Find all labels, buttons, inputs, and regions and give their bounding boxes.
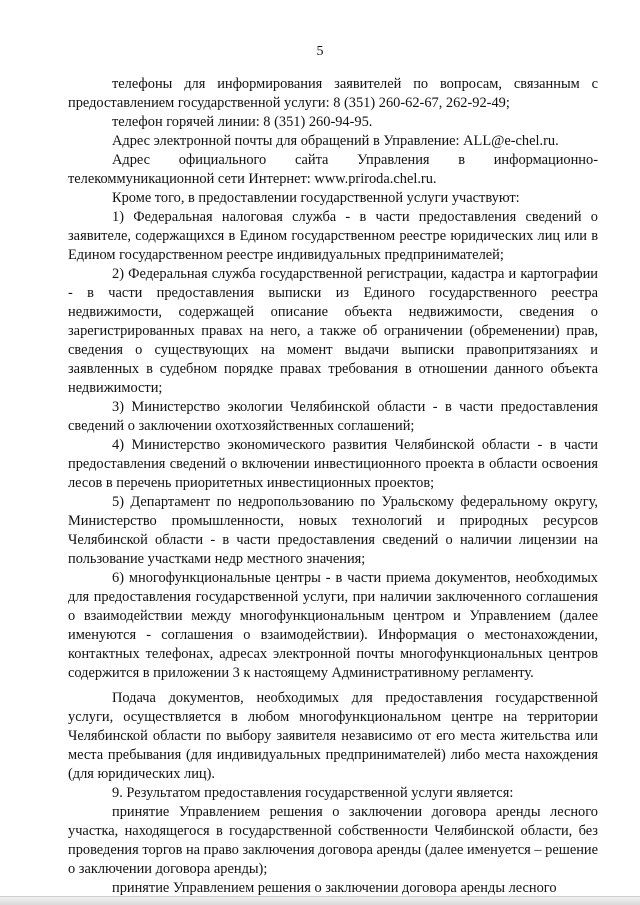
- paragraph-item-4: 4) Министерство экономического развития Челябинской области - в части предоставления сведений о включении инвестиционного проекта в области освоения лесов в перечень приоритетных инвестиционных проектов;: [68, 437, 598, 491]
- paragraph-section-9: 9. Результатом предоставления государственной услуги является:: [112, 785, 514, 801]
- paragraph-website: Адрес официального сайта Управления в информационно-телекоммуникационной сети Интернет: www.priroda.chel.ru.: [68, 152, 598, 187]
- paragraph-item-2: 2) Федеральная служба государственной регистрации, кадастра и картографии - в части предоставления выписки из Единого государственного реестра недвижимости, содержащей описание объекта недвижимости, сведения о зарегистрированных правах на него, а также об ограничении (обременении) прав, сведения о существующих на момент выдачи выписки правопритязаниях и заявленных в судебном порядке правах требования в отношении данного объекта недвижимости;: [68, 266, 598, 396]
- scan-bottom-edge: [0, 896, 640, 905]
- paragraph-result-1: принятие Управлением решения о заключении договора аренды лесного участка, находящегося в государственной собственности Челябинской области, без проведения торгов на право заключения договора аренды (далее именуется – решение о заключении договора аренды);: [68, 804, 598, 877]
- paragraph-result-2: принятие Управлением решения о заключении договора аренды лесного: [112, 880, 557, 896]
- paragraph-participants-intro: Кроме того, в предоставлении государственной услуги участвуют:: [112, 190, 520, 206]
- paragraph-item-5: 5) Департамент по недропользованию по Уральскому федеральному округу, Министерство промышленности, новых технологий и природных ресурсов Челябинской области - в части предоставления сведений о наличии лицензии на пользование участками недр местного значения;: [68, 494, 598, 567]
- document-body: [68, 75, 598, 898]
- paragraph-item-3: 3) Министерство экологии Челябинской области - в части предоставления сведений о заключении охотхозяйственных соглашений;: [68, 399, 598, 434]
- paragraph-info-phones: телефоны для информирования заявителей по вопросам, связанным с предоставлением государственной услуги: 8 (351) 260-62-67, 262-92-49;: [68, 76, 598, 111]
- paragraph-hotline: телефон горячей линии: 8 (351) 260-94-95.: [112, 114, 373, 130]
- paragraph-email: Адрес электронной почты для обращений в Управление: ALL@e-chel.ru.: [112, 133, 559, 149]
- page-number: 5: [316, 44, 324, 59]
- paragraph-document-submission: Подача документов, необходимых для предоставления государственной услуги, осуществляется в любом многофункциональном центре на территории Челябинской области по выбору заявителя независимо от его места жительства или места пребывания (для индивидуальных предпринимателей) либо места нахождения (для юридических лиц).: [68, 690, 598, 782]
- paragraph-item-1: 1) Федеральная налоговая служба - в части предоставления сведений о заявителе, содержащихся в Едином государственном реестре юридических лиц или в Едином государственном реестре индивидуальных предпринимателей;: [68, 209, 598, 263]
- paragraph-item-6: 6) многофункциональные центры - в части приема документов, необходимых для предоставления государственной услуги, при наличии заключенного соглашения о взаимодействии между многофункциональным центром и Управлением (далее именуются - соглашения о взаимодействии). Информация о местонахождении, контактных телефонах, адресах электронной почты многофункциональных центров содержится в приложении 3 к настоящему Административному регламенту.: [68, 570, 598, 681]
